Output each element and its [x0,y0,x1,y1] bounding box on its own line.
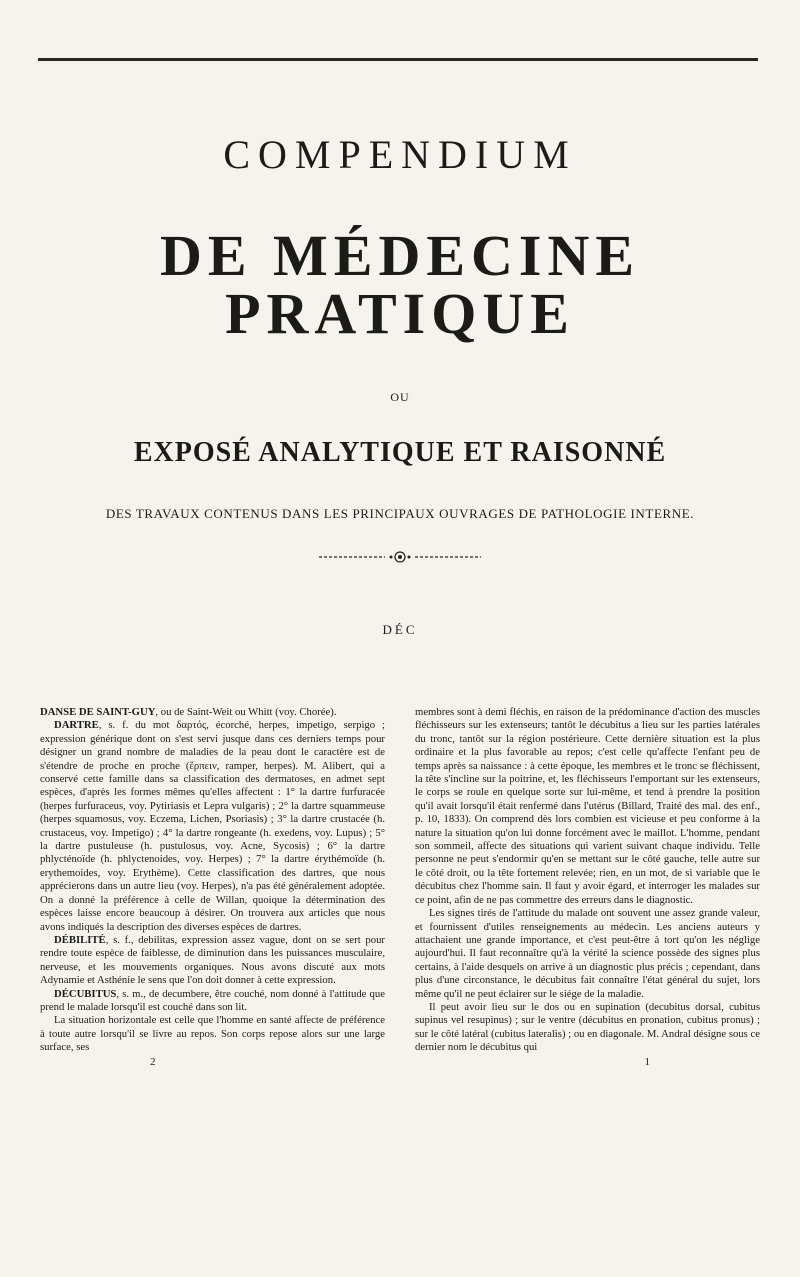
entry-dartre [40,719,385,934]
entry-decubitus [40,988,385,1015]
entry-debilite [40,934,385,988]
title-compendium: COMPENDIUM [223,132,577,177]
headword: DÉBILITÉ [54,933,106,946]
entry-danse [40,706,385,719]
title-connector: OU [390,390,410,404]
left-column [40,706,385,1246]
section-letters: DÉC [382,622,418,637]
headword: DÉCUBITUS [54,987,117,1000]
paragraph: Les signes tirés de l'attitude du malade ont souvent une assez grande valeur, et fournissent d'utiles renseignements au médecin. Les anciens auteurs y attachaient une grande importance, et c'est peut-être à tort qu'on les néglige aujourd'hui. Il faut reconnaître qu'à la vérité la science possède des signes plus certains, à l'aide desquels on arrive à un diagnostic plus précis ; cependant, dans plus d'une circonstance, le décubitus fait connaître l'état général du sujet, lors même qu'il ne peut éclairer sur le siége de la maladie. [415,907,760,1000]
page-number-left: 2 [150,1055,156,1068]
entry-text: , s. f., debilitas, expression assez vague, dont on se sert pour rendre toute espèce de faiblesse, de diminution dans les puissances musculaire, nerveuse, et les mouvements organiques. Nous avons discuté aux mots Adynamie et Asthénie le sens que l'on doit donner à cette expression. [40,933,385,987]
entry-text: La situation horizontale est celle que l'homme en santé affecte de préférence à toute autre lorsqu'il se livre au repos. Son corps repose alors sur une large surface, ses [40,1014,385,1054]
description-line: DES TRAVAUX CONTENUS DANS LES PRINCIPAUX OUVRAGES DE PATHOLOGIE INTERNE. [105,506,695,521]
subtitle: EXPOSÉ ANALYTIQUE ET RAISONNÉ [133,437,667,468]
entry-continuation [40,1014,385,1054]
headword: DARTRE [54,719,99,732]
paragraph: membres sont à demi fléchis, en raison de la prédominance d'action des muscles fléchisseurs sur les extenseurs; tantôt le décubitus a lieu sur les parties latérales du tronc, tantôt sur la région postérieure. Cette dernière situation est la plus ordinaire et la plus favorable au repos; c'est celle qu'affecte l'enfant peu de temps après sa naissance : à cette époque, les membres et le tronc se fléchissent, la tête s'incline sur la poitrine, et, les fléchisseurs l'emportant sur les extenseurs, le corps se roule en quelque sorte sur lui-même, et tend à prendre la position qu'il avait lorsqu'il était renfermé dans l'utérus (Billard, Traité des mal. des enf., p. 10, 1833). On comprend dès lors combien est vicieuse et peu conforme à la nature la situation qu'on lui donne forcément avec le maillot. L'homme, pendant son sommeil, affecte des situations qui varient suivant chaque individu. Telle personne ne peut s'endormir qu'en se mettant sur le côté gauche, telle autre sur le côté droit, ou la tête fortement relevée; rien, en un mot, de si variable que le décubitus chez l'homme sain. Il faut y avoir égard, et interroger les malades sur ce point, afin de ne pas commettre des erreurs dans le diagnostic. [415,706,760,906]
entry-text: , s. f. du mot δαρτός, écorché, herpes, impetigo, serpigo ; expression générique dont on s'est servi jusque dans ces derniers temps pour désigner un grand nombre de maladies de la peau dont le caractère est de s'étendre de proche en proche (ἕρπειν, ramper, herpes). M. Alibert, qui a conservé cette famille dans sa classification des dermatoses, en admet sept espèces, d'après les formes mêmes qu'elles affectent : 1° la dartre furfuracée (herpes furfuraceus, voy. Pytiriasis et Lepra vulgaris) ; 2° la dartre squammeuse (herpes squamosus, voy. Eczema, Lichen, Psoriasis) ; 3° la dartre crustacée (h. crustaceus, voy. Impetigo) ; 4° la dartre rongeante (h. exedens, voy. Lupus) ; 5° la dartre pustuleuse (h. pustulosus, voy. Acne, Sycosis) ; 6° la dartre phlycténoïde (h. phlyctenoides, voy. Herpes) ; 7° la dartre érythémoïde (h. erythemoides, voy. Erythème). Cette classification des dartres, que nous apprécierons dans un autre lieu (voy. Herpes), n'a pas été généralement adoptée. On a donné la préférence à celle de Willan, quoique la détermination des espèces laisse encore beaucoup à désirer. On trouvera aux articles que nous avons indiqués la description des diverses espèces de dartres. [40,719,385,933]
ornament-divider-icon [315,550,485,564]
title-block [0,132,800,637]
entry-text: , ou de Saint-Weit ou Whitt (voy. Chorée). [155,706,337,718]
paragraph: Il peut avoir lieu sur le dos ou en supination (decubitus dorsal, cubitus supinus vel resupinus) ; sur le ventre (décubitus en pronation, cubitus pronus) ; sur le côté latéral (cubitus lateralis) ; ou en diagonale. M. Andral désigne sous ce dernier nom le décubitus qui [415,1000,760,1054]
headword: DANSE DE SAINT-GUY [40,706,156,718]
top-rule [38,58,758,61]
text-columns [40,706,760,1246]
page-number-right: 1 [644,1055,650,1068]
right-column [415,706,760,1246]
title-medecine-pratique: DE MÉDECINE PRATIQUE [159,223,641,346]
entry-text: , s. m., de decumbere, être couché, nom donné à l'attitude que prend le malade lorsqu'il est couché dans son lit. [40,987,385,1013]
